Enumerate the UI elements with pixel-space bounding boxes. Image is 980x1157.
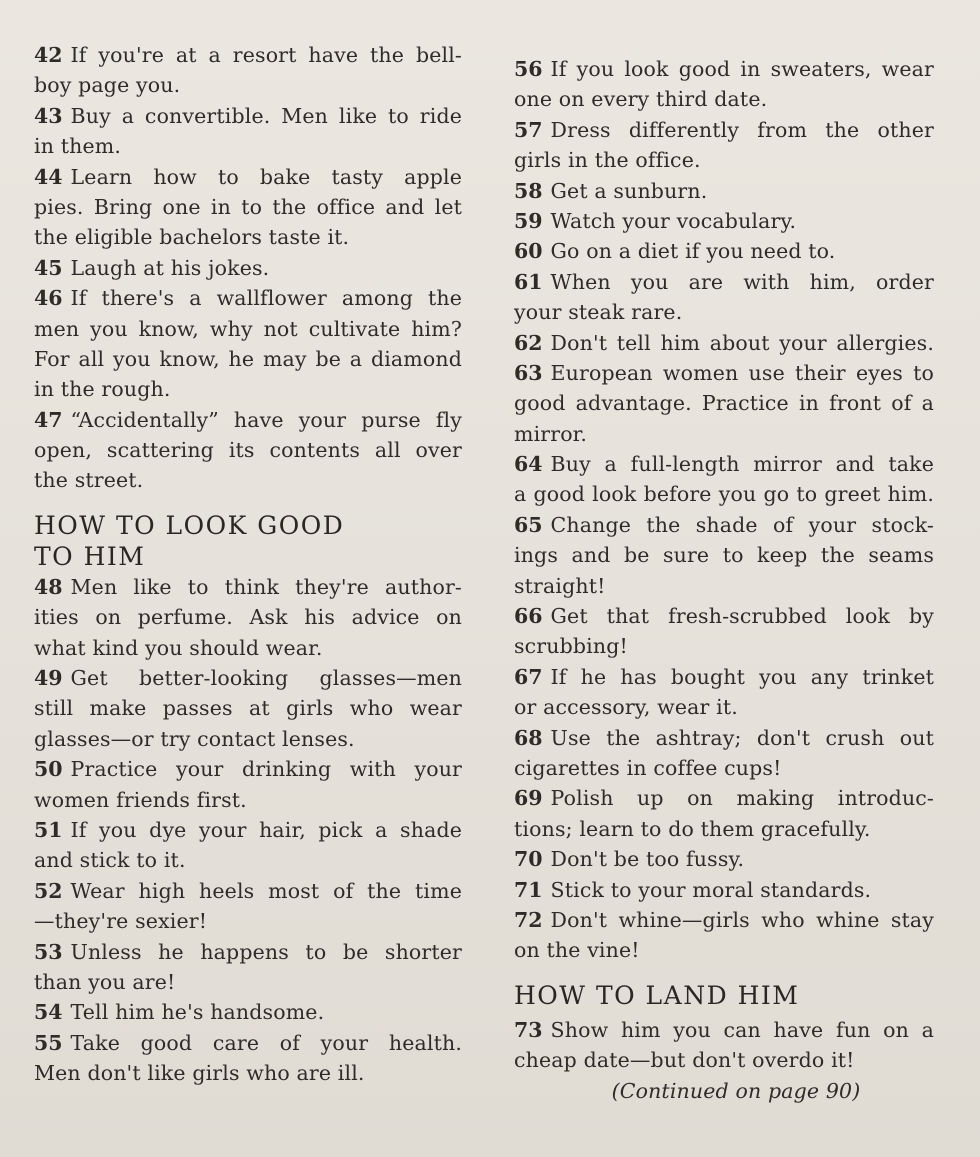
tip-text: Buy a full-length mirror and take xyxy=(550,452,934,477)
tip-text: Don't tell him about your allergies. xyxy=(550,330,934,355)
section-heading-land-him xyxy=(514,980,934,1011)
tip-number: 64 xyxy=(514,452,543,477)
tip-number: 61 xyxy=(514,269,543,294)
tip-43 xyxy=(34,101,462,162)
tip-text: Stick to your moral standards. xyxy=(550,877,872,902)
tip-42 xyxy=(34,40,462,101)
continued-note: (Continued on page 90) xyxy=(611,1078,861,1103)
tip-text: When you are with him, order xyxy=(550,269,934,294)
tip-62 xyxy=(514,328,934,358)
tip-text: Men don't like girls who are ill. xyxy=(34,1061,365,1086)
tip-53 xyxy=(34,937,462,998)
tip-63 xyxy=(514,358,934,449)
tip-text: the eligible bachelors taste it. xyxy=(34,225,350,250)
tip-56 xyxy=(514,54,934,115)
tip-text: Don't whine—girls who whine stay xyxy=(550,907,934,932)
tip-text: Buy a convertible. Men like to ride xyxy=(70,103,462,128)
tip-51 xyxy=(34,815,462,876)
tip-text: Polish up on making introduc- xyxy=(550,786,934,811)
section-heading-look-good xyxy=(34,510,462,572)
tip-text: open, scattering its contents all over xyxy=(34,438,462,463)
section-heading-line: HOW TO LAND HIM xyxy=(514,980,800,1010)
tip-text: cigarettes in coffee cups! xyxy=(514,755,782,780)
tip-text: girls in the office. xyxy=(514,148,701,173)
tip-44 xyxy=(34,162,462,253)
tip-text: one on every third date. xyxy=(514,87,768,112)
tip-text: boy page you. xyxy=(34,73,181,98)
tip-number: 52 xyxy=(34,878,63,903)
tip-text: cheap date—but don't overdo it! xyxy=(514,1048,855,1073)
tip-text: “Accidentally” have your purse fly xyxy=(70,407,462,432)
tip-text: Show him you can have fun on a xyxy=(550,1017,934,1042)
tip-61 xyxy=(514,267,934,328)
tip-number: 44 xyxy=(34,164,63,189)
tip-52 xyxy=(34,876,462,937)
tip-text: Practice your drinking with your xyxy=(70,757,462,782)
tip-text: straight! xyxy=(514,573,606,598)
tip-text: men you know, why not cultivate him? xyxy=(34,316,462,341)
tip-text: still make passes at girls who wear xyxy=(34,696,462,721)
tip-text: and stick to it. xyxy=(34,848,186,873)
tip-text: Wear high heels most of the time xyxy=(70,878,462,903)
tip-number: 56 xyxy=(514,57,543,81)
tip-number: 70 xyxy=(514,847,543,872)
tip-text: ities on perfume. Ask his advice on xyxy=(34,605,462,630)
tip-text: on the vine! xyxy=(514,938,640,963)
tip-text: Get a sunburn. xyxy=(550,178,708,203)
tip-text: Tell him he's handsome. xyxy=(70,1000,325,1025)
tip-number: 50 xyxy=(34,757,63,782)
tip-60 xyxy=(514,236,934,266)
tip-59 xyxy=(514,206,934,236)
tip-text: Laugh at his jokes. xyxy=(70,255,270,280)
tip-58 xyxy=(514,176,934,206)
tip-50 xyxy=(34,754,462,815)
tip-66 xyxy=(514,601,934,662)
tip-48 xyxy=(34,572,462,663)
tip-text: glasses—or try contact lenses. xyxy=(34,726,355,751)
tip-text: If you look good in sweaters, wear xyxy=(550,57,934,81)
tip-70 xyxy=(514,844,934,874)
tip-46 xyxy=(34,283,462,405)
tip-number: 65 xyxy=(514,512,543,537)
tip-65 xyxy=(514,510,934,601)
tip-67 xyxy=(514,662,934,723)
section-heading-line: TO HIM xyxy=(34,541,146,571)
tip-number: 69 xyxy=(514,786,543,811)
tip-71 xyxy=(514,875,934,905)
tip-73 xyxy=(514,1015,934,1076)
tip-number: 46 xyxy=(34,286,63,311)
tip-49 xyxy=(34,663,462,754)
tip-text: European women use their eyes to xyxy=(550,360,934,385)
tip-number: 59 xyxy=(514,208,543,233)
tip-text: or accessory, wear it. xyxy=(514,695,738,720)
tip-text: Dress differently from the other xyxy=(550,117,934,142)
tip-text: pies. Bring one in to the office and let xyxy=(34,194,462,219)
tip-number: 66 xyxy=(514,604,543,629)
tip-text: If he has bought you any trinket xyxy=(550,664,934,689)
tip-text: the street. xyxy=(34,468,144,493)
tip-text: If you're at a resort have the bell- xyxy=(70,43,462,67)
tip-text: mirror. xyxy=(514,421,588,446)
tip-text: ings and be sure to keep the seams xyxy=(514,543,934,568)
tip-text: what kind you should wear. xyxy=(34,635,323,660)
tip-text: than you are! xyxy=(34,969,176,994)
tip-number: 58 xyxy=(514,178,543,203)
tip-57 xyxy=(514,115,934,176)
tip-number: 51 xyxy=(34,817,63,842)
tip-text: women friends first. xyxy=(34,787,247,812)
tip-number: 67 xyxy=(514,664,543,689)
tip-text: Get that fresh-scrubbed look by xyxy=(550,604,934,629)
tip-text: Change the shade of your stock- xyxy=(550,512,934,537)
section-heading-line: HOW TO LOOK GOOD xyxy=(34,510,345,540)
tip-number: 71 xyxy=(514,877,543,902)
tip-45 xyxy=(34,253,462,283)
tip-number: 55 xyxy=(34,1030,63,1055)
tip-text: If there's a wallflower among the xyxy=(70,286,462,311)
tip-text: Men like to think they're author- xyxy=(70,574,462,599)
tip-text: If you dye your hair, pick a shade xyxy=(70,817,462,842)
tip-number: 60 xyxy=(514,239,543,264)
tip-text: tions; learn to do them gracefully. xyxy=(514,816,871,841)
tip-number: 49 xyxy=(34,666,63,691)
tip-text: —they're sexier! xyxy=(34,909,208,934)
tip-text: Take good care of your health. xyxy=(70,1030,462,1055)
tip-68 xyxy=(514,723,934,784)
tip-text: scrubbing! xyxy=(514,634,628,659)
tip-number: 54 xyxy=(34,1000,63,1025)
tip-number: 63 xyxy=(514,360,543,385)
tip-54 xyxy=(34,997,462,1027)
tip-number: 53 xyxy=(34,939,63,964)
tip-number: 68 xyxy=(514,725,543,750)
tip-text: For all you know, he may be a diamond xyxy=(34,346,462,371)
tip-text: Watch your vocabulary. xyxy=(550,208,797,233)
tip-text: in them. xyxy=(34,134,122,159)
tip-text: your steak rare. xyxy=(514,300,683,325)
tip-69 xyxy=(514,783,934,844)
tip-55 xyxy=(34,1028,462,1089)
tip-64 xyxy=(514,449,934,510)
tip-text: good advantage. Practice in front of a xyxy=(514,391,934,416)
left-column xyxy=(34,40,462,1089)
tip-text: Don't be too fussy. xyxy=(550,847,745,872)
tip-number: 42 xyxy=(34,43,63,67)
tip-number: 73 xyxy=(514,1017,543,1042)
tip-text: a good look before you go to greet him. xyxy=(514,482,934,507)
tip-number: 47 xyxy=(34,407,63,432)
tip-text: Use the ashtray; don't crush out xyxy=(550,725,934,750)
tip-47 xyxy=(34,405,462,496)
tip-number: 62 xyxy=(514,330,543,355)
tip-text: Get better-looking glasses—men xyxy=(70,666,462,691)
tip-number: 48 xyxy=(34,574,63,599)
tip-number: 72 xyxy=(514,907,543,932)
tip-number: 57 xyxy=(514,117,543,142)
tip-text: in the rough. xyxy=(34,377,171,402)
tip-number: 43 xyxy=(34,103,63,128)
tip-text: Unless he happens to be shorter xyxy=(70,939,462,964)
tip-number: 45 xyxy=(34,255,63,280)
tip-72 xyxy=(514,905,934,966)
right-column xyxy=(514,54,934,1106)
tip-text: Go on a diet if you need to. xyxy=(550,239,836,264)
tip-text: Learn how to bake tasty apple xyxy=(70,164,462,189)
